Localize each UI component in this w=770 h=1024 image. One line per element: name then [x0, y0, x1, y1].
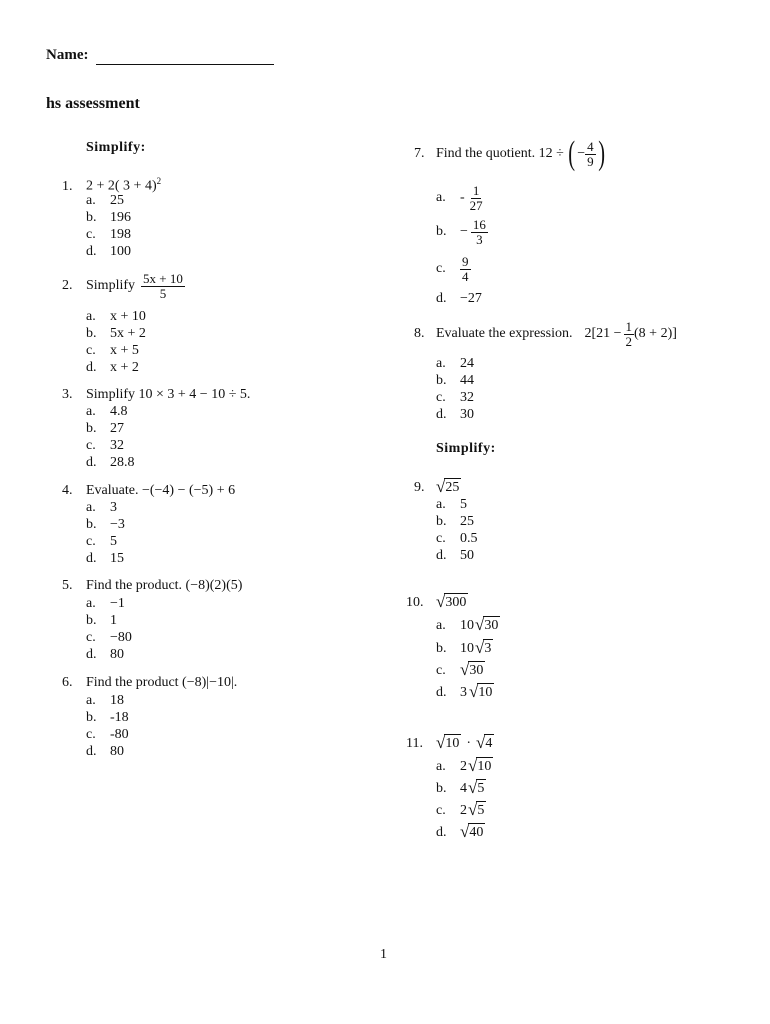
- answer-option: a. 4.8: [86, 404, 128, 419]
- question-3: 3. Simplify 10 × 3 + 4 − 10 ÷ 5.: [62, 387, 251, 402]
- answer-option: b. 1: [86, 613, 117, 628]
- answer-option: b. 10 √ 3: [436, 638, 492, 658]
- answer-option: a. −1: [86, 596, 125, 611]
- question-number: 1.: [62, 178, 73, 194]
- answer-option: b. − $\frac{16}{3}$: [436, 217, 486, 247]
- answer-option: d. −27: [436, 291, 482, 306]
- question-10: 10. √ 300: [406, 592, 467, 612]
- exponent: 2: [156, 176, 162, 186]
- answer-option: c. -80: [86, 727, 129, 742]
- answer-option: d. √ 40: [436, 822, 484, 842]
- question-8: 8. Evaluate the expression. 2[21 − $\frac{1}{2}$ (8 + 2)]: [414, 319, 677, 349]
- fraction: $\frac{5x + 10}{5}$: [143, 271, 183, 301]
- answer-option: a. 25: [86, 193, 124, 208]
- radical: √ 25: [436, 477, 460, 497]
- answer-option: c. $\frac{9}{4}$: [436, 254, 469, 284]
- question-5: 5. Find the product. (−8)(2)(5): [62, 578, 243, 593]
- section-heading-simplify: Simplify:: [86, 140, 146, 155]
- answer-option: d. 3 √ 10: [436, 682, 493, 702]
- answer-option: c. √ 30: [436, 660, 484, 680]
- answer-option: b. -18: [86, 710, 129, 725]
- answer-option: d. 80: [86, 647, 124, 662]
- answer-option: c. −80: [86, 630, 132, 645]
- answer-option: a. 24: [436, 356, 474, 371]
- answer-option: c. x + 5: [86, 343, 139, 358]
- section-heading-simplify: Simplify:: [436, 441, 496, 456]
- answer-option: c. 2 √ 5: [436, 800, 485, 820]
- answer-option: d. 50: [436, 548, 474, 563]
- answer-option: b. 44: [436, 373, 474, 388]
- question-9: 9. √ 25: [414, 477, 460, 497]
- answer-option: b. 27: [86, 421, 124, 436]
- answer-option: a. - $\frac{1}{27}$: [436, 183, 483, 213]
- page-number: 1: [380, 947, 387, 962]
- answer-option: a. 3: [86, 500, 117, 515]
- answer-option: c. 198: [86, 227, 131, 242]
- answer-option: c. 0.5: [436, 531, 478, 546]
- fraction: $\frac{4}{9}$: [587, 138, 594, 169]
- question-text: 2 + 2( 3 + 4): [86, 178, 157, 194]
- answer-option: d. 15: [86, 551, 124, 566]
- answer-option: a. x + 10: [86, 309, 146, 324]
- answer-option: a. 2 √ 10: [436, 756, 492, 776]
- answer-option: c. 32: [436, 390, 474, 405]
- answer-option: b. 196: [86, 210, 131, 225]
- name-blank-line: [96, 64, 274, 65]
- question-7: 7. Find the quotient. 12 ÷ ( − $\frac{4}{9}$ ): [414, 135, 605, 172]
- answer-option: a. 18: [86, 693, 124, 708]
- answer-option: d. 80: [86, 744, 124, 759]
- answer-option: c. 32: [86, 438, 124, 453]
- answer-option: d. 28.8: [86, 455, 135, 470]
- name-label: Name:: [46, 47, 89, 63]
- question-1: [62, 177, 161, 194]
- answer-option: a. 5: [436, 497, 467, 512]
- answer-option: b. −3: [86, 517, 125, 532]
- question-11: 11. √ 10 · √ 4: [406, 733, 493, 753]
- question-2: 2. Simplify $\frac{5x + 10}{5}$: [62, 271, 183, 301]
- answer-option: b. 25: [436, 514, 474, 529]
- page-title: hs assessment: [46, 95, 140, 112]
- answer-option: d. x + 2: [86, 360, 139, 375]
- answer-option: d. 30: [436, 407, 474, 422]
- answer-option: c. 5: [86, 534, 117, 549]
- answer-option: b. 4 √ 5: [436, 778, 485, 798]
- answer-option: b. 5x + 2: [86, 326, 146, 341]
- question-6: 6. Find the product (−8)|−10|.: [62, 675, 238, 690]
- question-4: 4. Evaluate. −(−4) − (−5) + 6: [62, 483, 236, 498]
- answer-option: a. 10 √ 30: [436, 615, 499, 635]
- answer-option: d. 100: [86, 244, 131, 259]
